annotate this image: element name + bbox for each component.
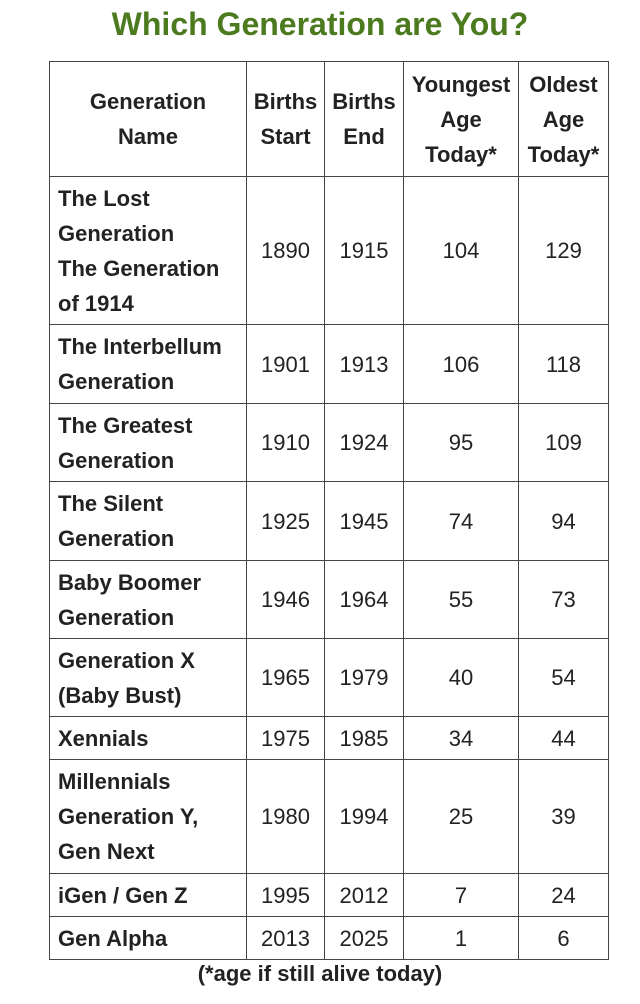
generation-name-line: (Baby Bust) xyxy=(58,682,182,708)
generation-name-line: Generation xyxy=(58,526,175,551)
generation-name-line: Baby Boomer xyxy=(58,569,202,595)
oldest-age-cell: 6 xyxy=(519,917,609,960)
header-youngest-age xyxy=(404,62,519,177)
births-end-cell: 1985 xyxy=(325,717,404,760)
generation-name-line: Gen Next xyxy=(58,839,155,864)
youngest-age-cell: 106 xyxy=(404,325,519,404)
generation-name-cell xyxy=(50,325,247,404)
header-line: Oldest xyxy=(529,71,598,97)
table-row xyxy=(50,177,609,325)
header-line: Age xyxy=(542,106,585,132)
header-line: Today* xyxy=(425,141,497,167)
births-end-cell: 1964 xyxy=(325,561,404,639)
generation-name-line: The Greatest xyxy=(58,412,193,438)
generation-name-cell xyxy=(50,917,247,960)
header-line: Name xyxy=(118,124,178,149)
header-line: Births xyxy=(332,89,396,114)
header-line: Start xyxy=(260,124,311,149)
generation-name-line: The Lost xyxy=(58,185,150,211)
table-row xyxy=(50,325,609,404)
generation-name-cell xyxy=(50,177,247,325)
youngest-age-cell: 7 xyxy=(404,874,519,917)
youngest-age-cell: 104 xyxy=(404,177,519,325)
oldest-age-cell: 129 xyxy=(519,177,609,325)
generation-name-line: Generation xyxy=(58,220,175,246)
births-end-cell: 1994 xyxy=(325,760,404,874)
generation-name-cell xyxy=(50,639,247,717)
generation-name-line: The Generation xyxy=(58,255,220,281)
births-end-cell: 1915 xyxy=(325,177,404,325)
header-line: End xyxy=(343,124,385,149)
generation-name-cell xyxy=(50,760,247,874)
youngest-age-cell: 95 xyxy=(404,404,519,482)
generation-name-line: Generation xyxy=(58,604,175,630)
births-start-cell: 1910 xyxy=(247,404,325,482)
table-row xyxy=(50,760,609,874)
births-end-cell: 1945 xyxy=(325,482,404,561)
generation-name-line: Generation X xyxy=(58,647,195,673)
youngest-age-cell: 25 xyxy=(404,760,519,874)
header-row xyxy=(50,62,609,177)
header-births-end xyxy=(325,62,404,177)
births-start-cell: 1980 xyxy=(247,760,325,874)
header-generation-name xyxy=(50,62,247,177)
oldest-age-cell: 73 xyxy=(519,561,609,639)
births-start-cell: 1890 xyxy=(247,177,325,325)
generation-name-line: iGen / Gen Z xyxy=(58,882,188,908)
generation-name-cell xyxy=(50,561,247,639)
generation-name-line: Generation xyxy=(58,369,175,394)
table-row xyxy=(50,404,609,482)
generation-name-line: Millennials xyxy=(58,769,171,794)
oldest-age-cell: 118 xyxy=(519,325,609,404)
births-start-cell: 1975 xyxy=(247,717,325,760)
births-end-cell: 1913 xyxy=(325,325,404,404)
footnote: (*age if still alive today) xyxy=(197,961,443,986)
youngest-age-cell: 1 xyxy=(404,917,519,960)
table-row xyxy=(50,482,609,561)
table-row xyxy=(50,717,609,760)
header-line: Today* xyxy=(527,141,600,167)
oldest-age-cell: 44 xyxy=(519,717,609,760)
births-end-cell: 2012 xyxy=(325,874,404,917)
oldest-age-cell: 94 xyxy=(519,482,609,561)
header-oldest-age xyxy=(519,62,609,177)
births-end-cell: 1979 xyxy=(325,639,404,717)
generation-name-line: The Silent xyxy=(58,491,164,516)
generation-name-cell xyxy=(50,482,247,561)
generation-name-cell xyxy=(50,874,247,917)
table-row xyxy=(50,561,609,639)
births-start-cell: 1901 xyxy=(247,325,325,404)
generation-name-line: Gen Alpha xyxy=(58,925,168,951)
table-row xyxy=(50,639,609,717)
header-line: Youngest xyxy=(411,71,511,97)
generations-table xyxy=(49,61,609,960)
header-line: Births xyxy=(253,89,318,114)
oldest-age-cell: 39 xyxy=(519,760,609,874)
oldest-age-cell: 109 xyxy=(519,404,609,482)
table-row xyxy=(50,874,609,917)
youngest-age-cell: 34 xyxy=(404,717,519,760)
generation-name-line: of 1914 xyxy=(58,290,134,316)
oldest-age-cell: 24 xyxy=(519,874,609,917)
births-end-cell: 1924 xyxy=(325,404,404,482)
generation-name-line: Generation Y, xyxy=(58,804,199,829)
header-line: Age xyxy=(440,106,482,132)
generation-name-line: The Interbellum xyxy=(58,334,222,359)
table-row xyxy=(50,917,609,960)
generation-name-cell xyxy=(50,404,247,482)
oldest-age-cell: 54 xyxy=(519,639,609,717)
header-births-start xyxy=(247,62,325,177)
generation-name-cell xyxy=(50,717,247,760)
births-start-cell: 2013 xyxy=(247,917,325,960)
births-start-cell: 1965 xyxy=(247,639,325,717)
births-start-cell: 1946 xyxy=(247,561,325,639)
youngest-age-cell: 55 xyxy=(404,561,519,639)
youngest-age-cell: 40 xyxy=(404,639,519,717)
births-end-cell: 2025 xyxy=(325,917,404,960)
youngest-age-cell: 74 xyxy=(404,482,519,561)
generation-name-line: Xennials xyxy=(58,725,149,751)
births-start-cell: 1925 xyxy=(247,482,325,561)
header-line: Generation xyxy=(89,89,207,114)
births-start-cell: 1995 xyxy=(247,874,325,917)
generation-name-line: Generation xyxy=(58,447,175,473)
page-title: Which Generation are You? xyxy=(111,6,529,42)
